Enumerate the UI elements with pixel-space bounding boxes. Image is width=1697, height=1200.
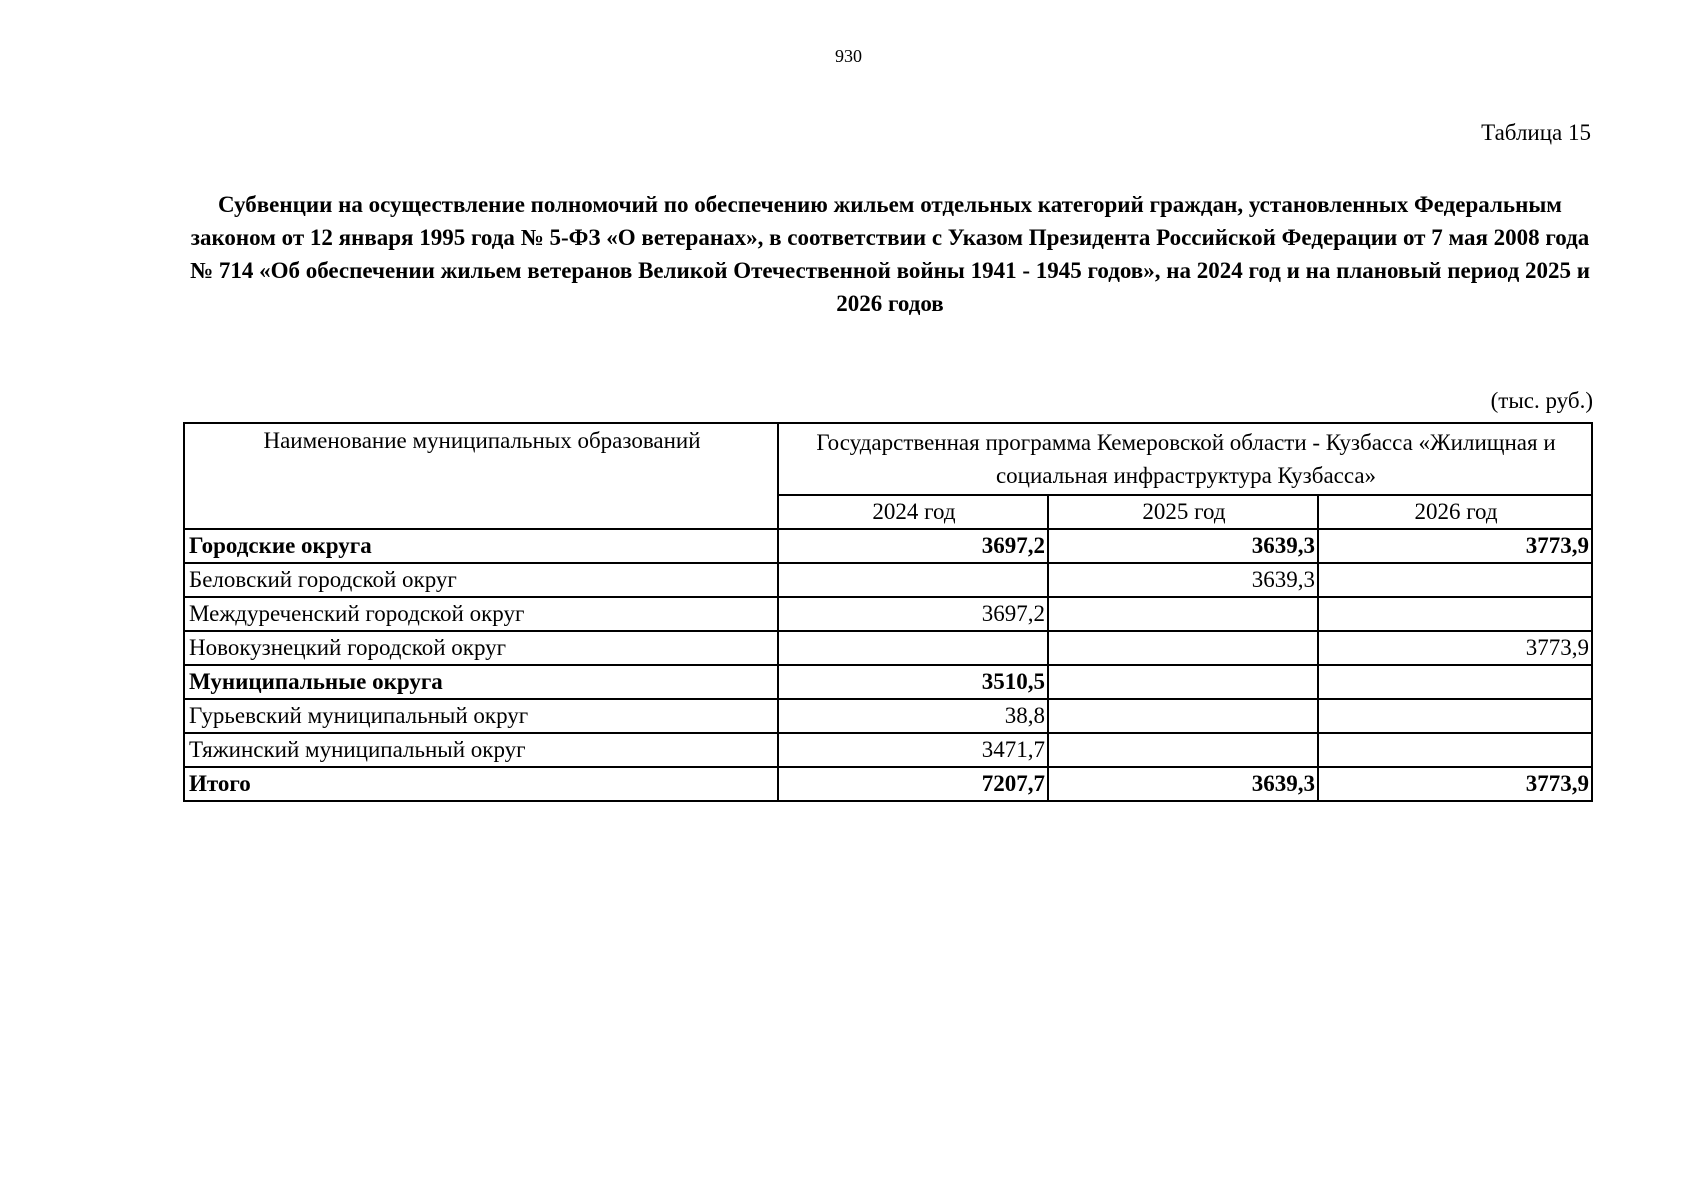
header-year-2024: 2024 год	[778, 495, 1048, 529]
row-name: Междуреченский городской округ	[184, 597, 778, 631]
row-name: Беловский городской округ	[184, 563, 778, 597]
subventions-table	[183, 422, 1593, 802]
cell-2026: 3773,9	[1318, 529, 1592, 563]
header-year-2025: 2025 год	[1048, 495, 1318, 529]
table-label: Таблица 15	[1481, 120, 1591, 145]
table-row-municipal-districts	[184, 665, 1592, 699]
table-row-urban-districts	[184, 529, 1592, 563]
units-label: (тыс. руб.)	[1490, 388, 1593, 413]
cell-2024: 38,8	[778, 699, 1048, 733]
cell-2026	[1318, 563, 1592, 597]
table-row	[184, 699, 1592, 733]
header-year-2026: 2026 год	[1318, 495, 1592, 529]
page-number: 930	[835, 46, 862, 66]
table-row	[184, 597, 1592, 631]
cell-2024: 7207,7	[778, 767, 1048, 801]
cell-2025	[1048, 631, 1318, 665]
row-name: Новокузнецкий городской округ	[184, 631, 778, 665]
header-municipality-name: Наименование муниципальных образований	[184, 423, 778, 529]
row-name: Городские округа	[184, 529, 778, 563]
row-name: Муниципальные округа	[184, 665, 778, 699]
row-name: Тяжинский муниципальный округ	[184, 733, 778, 767]
cell-2026	[1318, 665, 1592, 699]
table-row	[184, 563, 1592, 597]
cell-2025	[1048, 733, 1318, 767]
document-title: Субвенции на осуществление полномочий по обеспечению жильем отдельных категорий граждан, установленных Федеральным законом от 12 января 1995 года № 5-ФЗ «О ветеранах», в соответствии с Указом Президента Российской Федерации от 7 мая 2008 года № 714 «Об обеспечении жильем ветеранов Великой Отечественной войны 1941 - 1945 годов», на 2024 год и на плановый период 2025 и 2026 годов	[189, 192, 1591, 316]
cell-2024: 3471,7	[778, 733, 1048, 767]
row-name: Итого	[184, 767, 778, 801]
cell-2026: 3773,9	[1318, 767, 1592, 801]
table-row-total	[184, 767, 1592, 801]
cell-2026	[1318, 699, 1592, 733]
cell-2025: 3639,3	[1048, 529, 1318, 563]
cell-2024	[778, 563, 1048, 597]
cell-2026: 3773,9	[1318, 631, 1592, 665]
header-state-program: Государственная программа Кемеровской области - Кузбасса «Жилищная и социальная инфраструктура Кузбасса»	[778, 423, 1592, 495]
cell-2026	[1318, 597, 1592, 631]
row-name: Гурьевский муниципальный округ	[184, 699, 778, 733]
cell-2024: 3697,2	[778, 529, 1048, 563]
cell-2024: 3697,2	[778, 597, 1048, 631]
cell-2024	[778, 631, 1048, 665]
table-row	[184, 631, 1592, 665]
cell-2025	[1048, 699, 1318, 733]
cell-2025: 3639,3	[1048, 767, 1318, 801]
cell-2025	[1048, 665, 1318, 699]
cell-2024: 3510,5	[778, 665, 1048, 699]
cell-2026	[1318, 733, 1592, 767]
cell-2025	[1048, 597, 1318, 631]
cell-2025: 3639,3	[1048, 563, 1318, 597]
table-header-row	[184, 423, 1592, 495]
table-row	[184, 733, 1592, 767]
